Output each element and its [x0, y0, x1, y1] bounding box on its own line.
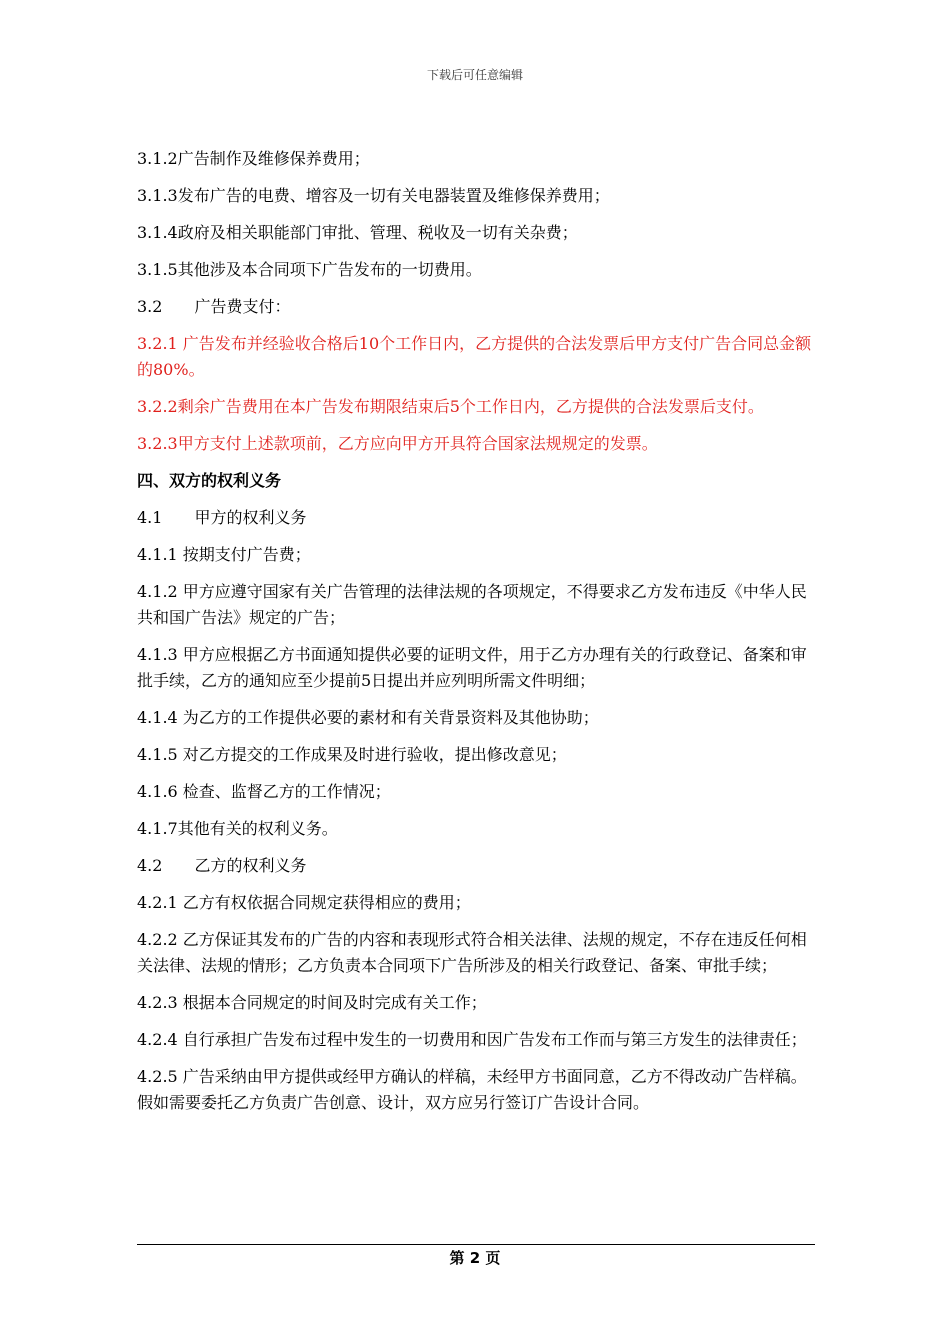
section-heading-4: 四、双方的权利义务	[137, 471, 282, 490]
clause-4-1-5: 4.1.5 对乙方提交的工作成果及时进行验收，提出修改意见；	[137, 745, 567, 764]
clause-4-1-1: 4.1.1 按期支付广告费；	[137, 545, 311, 564]
clause-3-1-2: 3.1.2广告制作及维修保养费用；	[137, 149, 370, 168]
clause-4-1: 4.1 甲方的权利义务	[137, 508, 307, 527]
clause-4-2-3: 4.2.3 根据本合同规定的时间及时完成有关工作；	[137, 993, 487, 1012]
clause-3-2: 3.2 广告费支付：	[137, 297, 291, 316]
clause-4-1-3: 4.1.3 甲方应根据乙方书面通知提供必要的证明文件，用于乙方办理有关的行政登记、备案和审批手续，乙方的通知应至少提前5日提出并应列明所需文件明细；	[137, 645, 807, 690]
clause-4-2-1: 4.2.1 乙方有权依据合同规定获得相应的费用；	[137, 893, 471, 912]
clause-4-2-5: 4.2.5 广告采纳由甲方提供或经甲方确认的样稿，未经甲方书面同意，乙方不得改动广告样稿。假如需要委托乙方负责广告创意、设计，双方应另行签订广告设计合同。	[137, 1067, 807, 1112]
clause-3-1-4: 3.1.4政府及相关职能部门审批、管理、税收及一切有关杂费；	[137, 223, 578, 242]
clause-4-1-6: 4.1.6 检查、监督乙方的工作情况；	[137, 782, 391, 801]
clause-3-2-3: 3.2.3甲方支付上述款项前，乙方应向甲方开具符合国家法规规定的发票。	[137, 434, 658, 453]
clause-4-2-4: 4.2.4 自行承担广告发布过程中发生的一切费用和因广告发布工作而与第三方发生的法律责任；	[137, 1030, 807, 1049]
clause-4-1-7: 4.1.7其他有关的权利义务。	[137, 819, 338, 838]
clause-4-1-4: 4.1.4 为乙方的工作提供必要的素材和有关背景资料及其他协助；	[137, 708, 599, 727]
page-number: 第 2 页	[449, 1249, 501, 1267]
clause-3-2-2: 3.2.2剩余广告费用在本广告发布期限结束后5个工作日内，乙方提供的合法发票后支付。	[137, 397, 764, 416]
footer-divider	[137, 1244, 815, 1245]
clause-3-1-3: 3.1.3发布广告的电费、增容及一切有关电器装置及维修保养费用；	[137, 186, 610, 205]
clause-4-1-2: 4.1.2 甲方应遵守国家有关广告管理的法律法规的各项规定，不得要求乙方发布违反《中华人民共和国广告法》规定的广告；	[137, 582, 807, 627]
clause-4-2: 4.2 乙方的权利义务	[137, 856, 307, 875]
clause-4-2-2: 4.2.2 乙方保证其发布的广告的内容和表现形式符合相关法律、法规的规定，不存在违反任何相关法律、法规的情形；乙方负责本合同项下广告所涉及的相关行政登记、备案、审批手续；	[137, 930, 807, 975]
clause-3-2-1: 3.2.1 广告发布并经验收合格后10个工作日内，乙方提供的合法发票后甲方支付广告合同总金额的80%。	[137, 334, 812, 379]
document-body	[137, 146, 815, 1127]
page-header: 下载后可任意编辑	[426, 68, 523, 82]
clause-3-1-5: 3.1.5其他涉及本合同项下广告发布的一切费用。	[137, 260, 482, 279]
